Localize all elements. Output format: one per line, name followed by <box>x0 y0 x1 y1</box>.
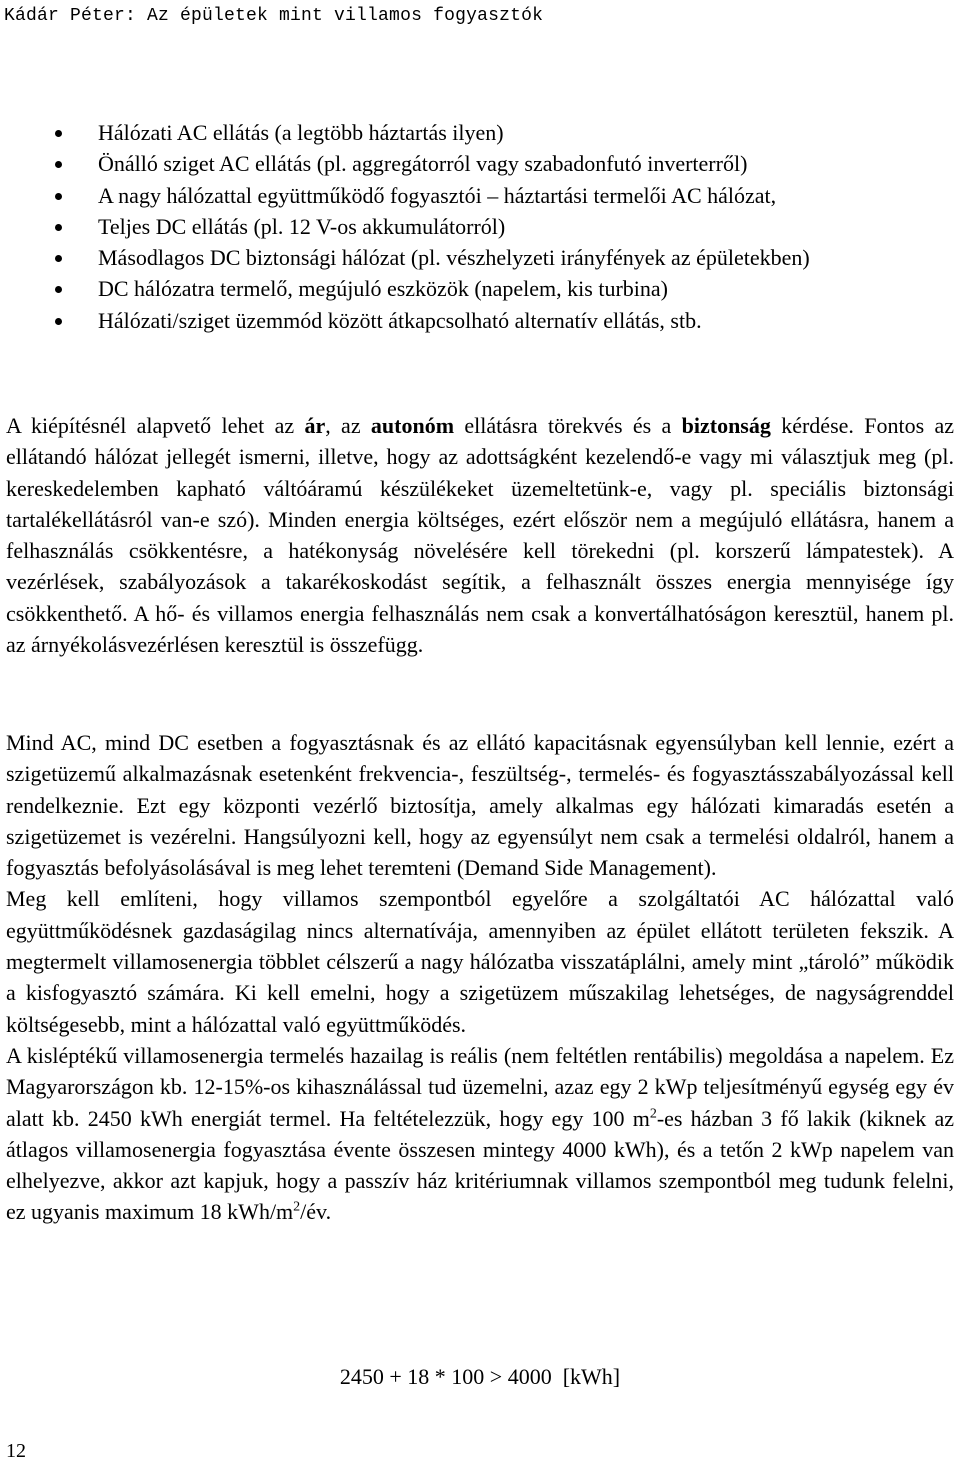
text: kérdése. Fontos az ellátandó hálózat jellegét ismerni, illetve, hogy az adottságként kezelendő-e vagy mi választjuk meg (pl. kereskedelemben kapható váltóáramú készülékeket üzemeltetünk-e, vagy pl. speciális biztonsági tartalékellátásról van-e szó). Minden energia költséges, ezért először nem a megújuló ellátásra, hanem a felhasználás csökkentésre, a hatékonyság növelésére kell törekedni (pl. korszerű lámpatestek). A vezérlések, szabályozások a takarékoskodást segítik, a felhasznált összes energia mennyisége így csökkenthető. A hő- és villamos energia felhasználás nem csak a konvertálhatóságon keresztül, hanem pl. az árnyékolásvezérlésen keresztül is összefügg. <box>6 413 954 658</box>
superscript: 2 <box>293 1200 301 1216</box>
text: , az <box>325 413 371 438</box>
body-section <box>6 727 954 1228</box>
paragraph-solar <box>6 1040 954 1228</box>
text: A kisléptékű villamosenergia termelés hazailag is reális (nem feltétlen rentábilis) megoldása a napelem. Ez Magyarországon kb. 12-15%-os kihasználással tud üzemelni, azaz egy 2 kWp teljesítményű egység egy év alatt kb. 2450 kWh energiát termel. Ha feltételezzük, hogy egy 100 m <box>6 1042 954 1131</box>
bullet-list <box>0 117 960 336</box>
list-item: Teljes DC ellátás (pl. 12 V-os akkumulátorról) <box>0 211 960 242</box>
list-item: Önálló sziget AC ellátás (pl. aggregátorról vagy szabadonfutó inverterről) <box>0 148 960 179</box>
text: -es házban 3 fő lakik (kiknek az átlagos villamosenergia fogyasztása évente összesen mintegy 4000 kWh), és a tetőn 2 kWp napelem van elhelyezve, akkor azt kapjuk, hogy a passzív ház kritériumnak villamos szempontból meg tudunk felelni, ez ugyanis maximum 18 kWh/m <box>6 1105 954 1225</box>
text: /év. <box>300 1199 332 1225</box>
running-header: Kádár Péter: Az épületek mint villamos fogyasztók <box>4 6 544 26</box>
formula: 2450 + 18 * 100 > 4000 [kWh] <box>339 1364 621 1389</box>
list-item: Hálózati/sziget üzemmód között átkapcsolható alternatív ellátás, stb. <box>0 305 960 336</box>
text: A kiépítésnél alapvető lehet az <box>6 413 305 438</box>
list-item: DC hálózatra termelő, megújuló eszközök (napelem, kis turbina) <box>0 273 960 304</box>
paragraph-grid-cooperation: Meg kell említeni, hogy villamos szempontból egyelőre a szolgáltatói AC hálózattal való együttműködésnek gazdaságilag nincs alternatívája, amennyiben az épület ellátott területen fekszik. A megtermelt villamosenergia többlet célszerű a nagy hálózatba visszatáplálni, amely mint „tároló” működik a kisfogyasztó számára. Ki kell emelni, hogy a szigetüzem műszakilag lehetséges, de nagyságrenddel költségesebb, mint a hálózattal való együttműködés. <box>6 886 954 1037</box>
bold-term-price: ár <box>304 413 326 438</box>
paragraph-balance: Mind AC, mind DC esetben a fogyasztásnak és az ellátó kapacitásnak egyensúlyban kell lennie, ezért a szigetüzemű alkalmazásnak esetenként frekvencia-, feszültség-, termelés- és fogyasztásszabályozással kell rendelkeznie. Ezt egy központi vezérlő biztosítja, amely alkalmas egy hálózati kimaradás esetén a szigetüzemet is vezérelni. Hangsúlyozni kell, hogy az egyensúlyt nem csak a termelési oldalról, hanem a fogyasztás befolyásolásával is meg lehet teremteni (Demand Side Management). <box>6 730 954 881</box>
list-item: A nagy hálózattal együttműködő fogyasztói – háztartási termelői AC hálózat, <box>0 180 960 211</box>
superscript: 2 <box>649 1106 657 1122</box>
bold-term-safety: biztonság <box>681 413 771 438</box>
bold-term-autonomous: autonóm <box>370 413 455 438</box>
list-item: Másodlagos DC biztonsági hálózat (pl. vészhelyzeti irányfények az épületekben) <box>0 242 960 273</box>
list-item: Hálózati AC ellátás (a legtöbb háztartás ilyen) <box>0 117 960 148</box>
page-number: 12 <box>6 1440 26 1462</box>
paragraph-requirements <box>6 410 954 660</box>
text: ellátásra törekvés és a <box>454 413 682 438</box>
